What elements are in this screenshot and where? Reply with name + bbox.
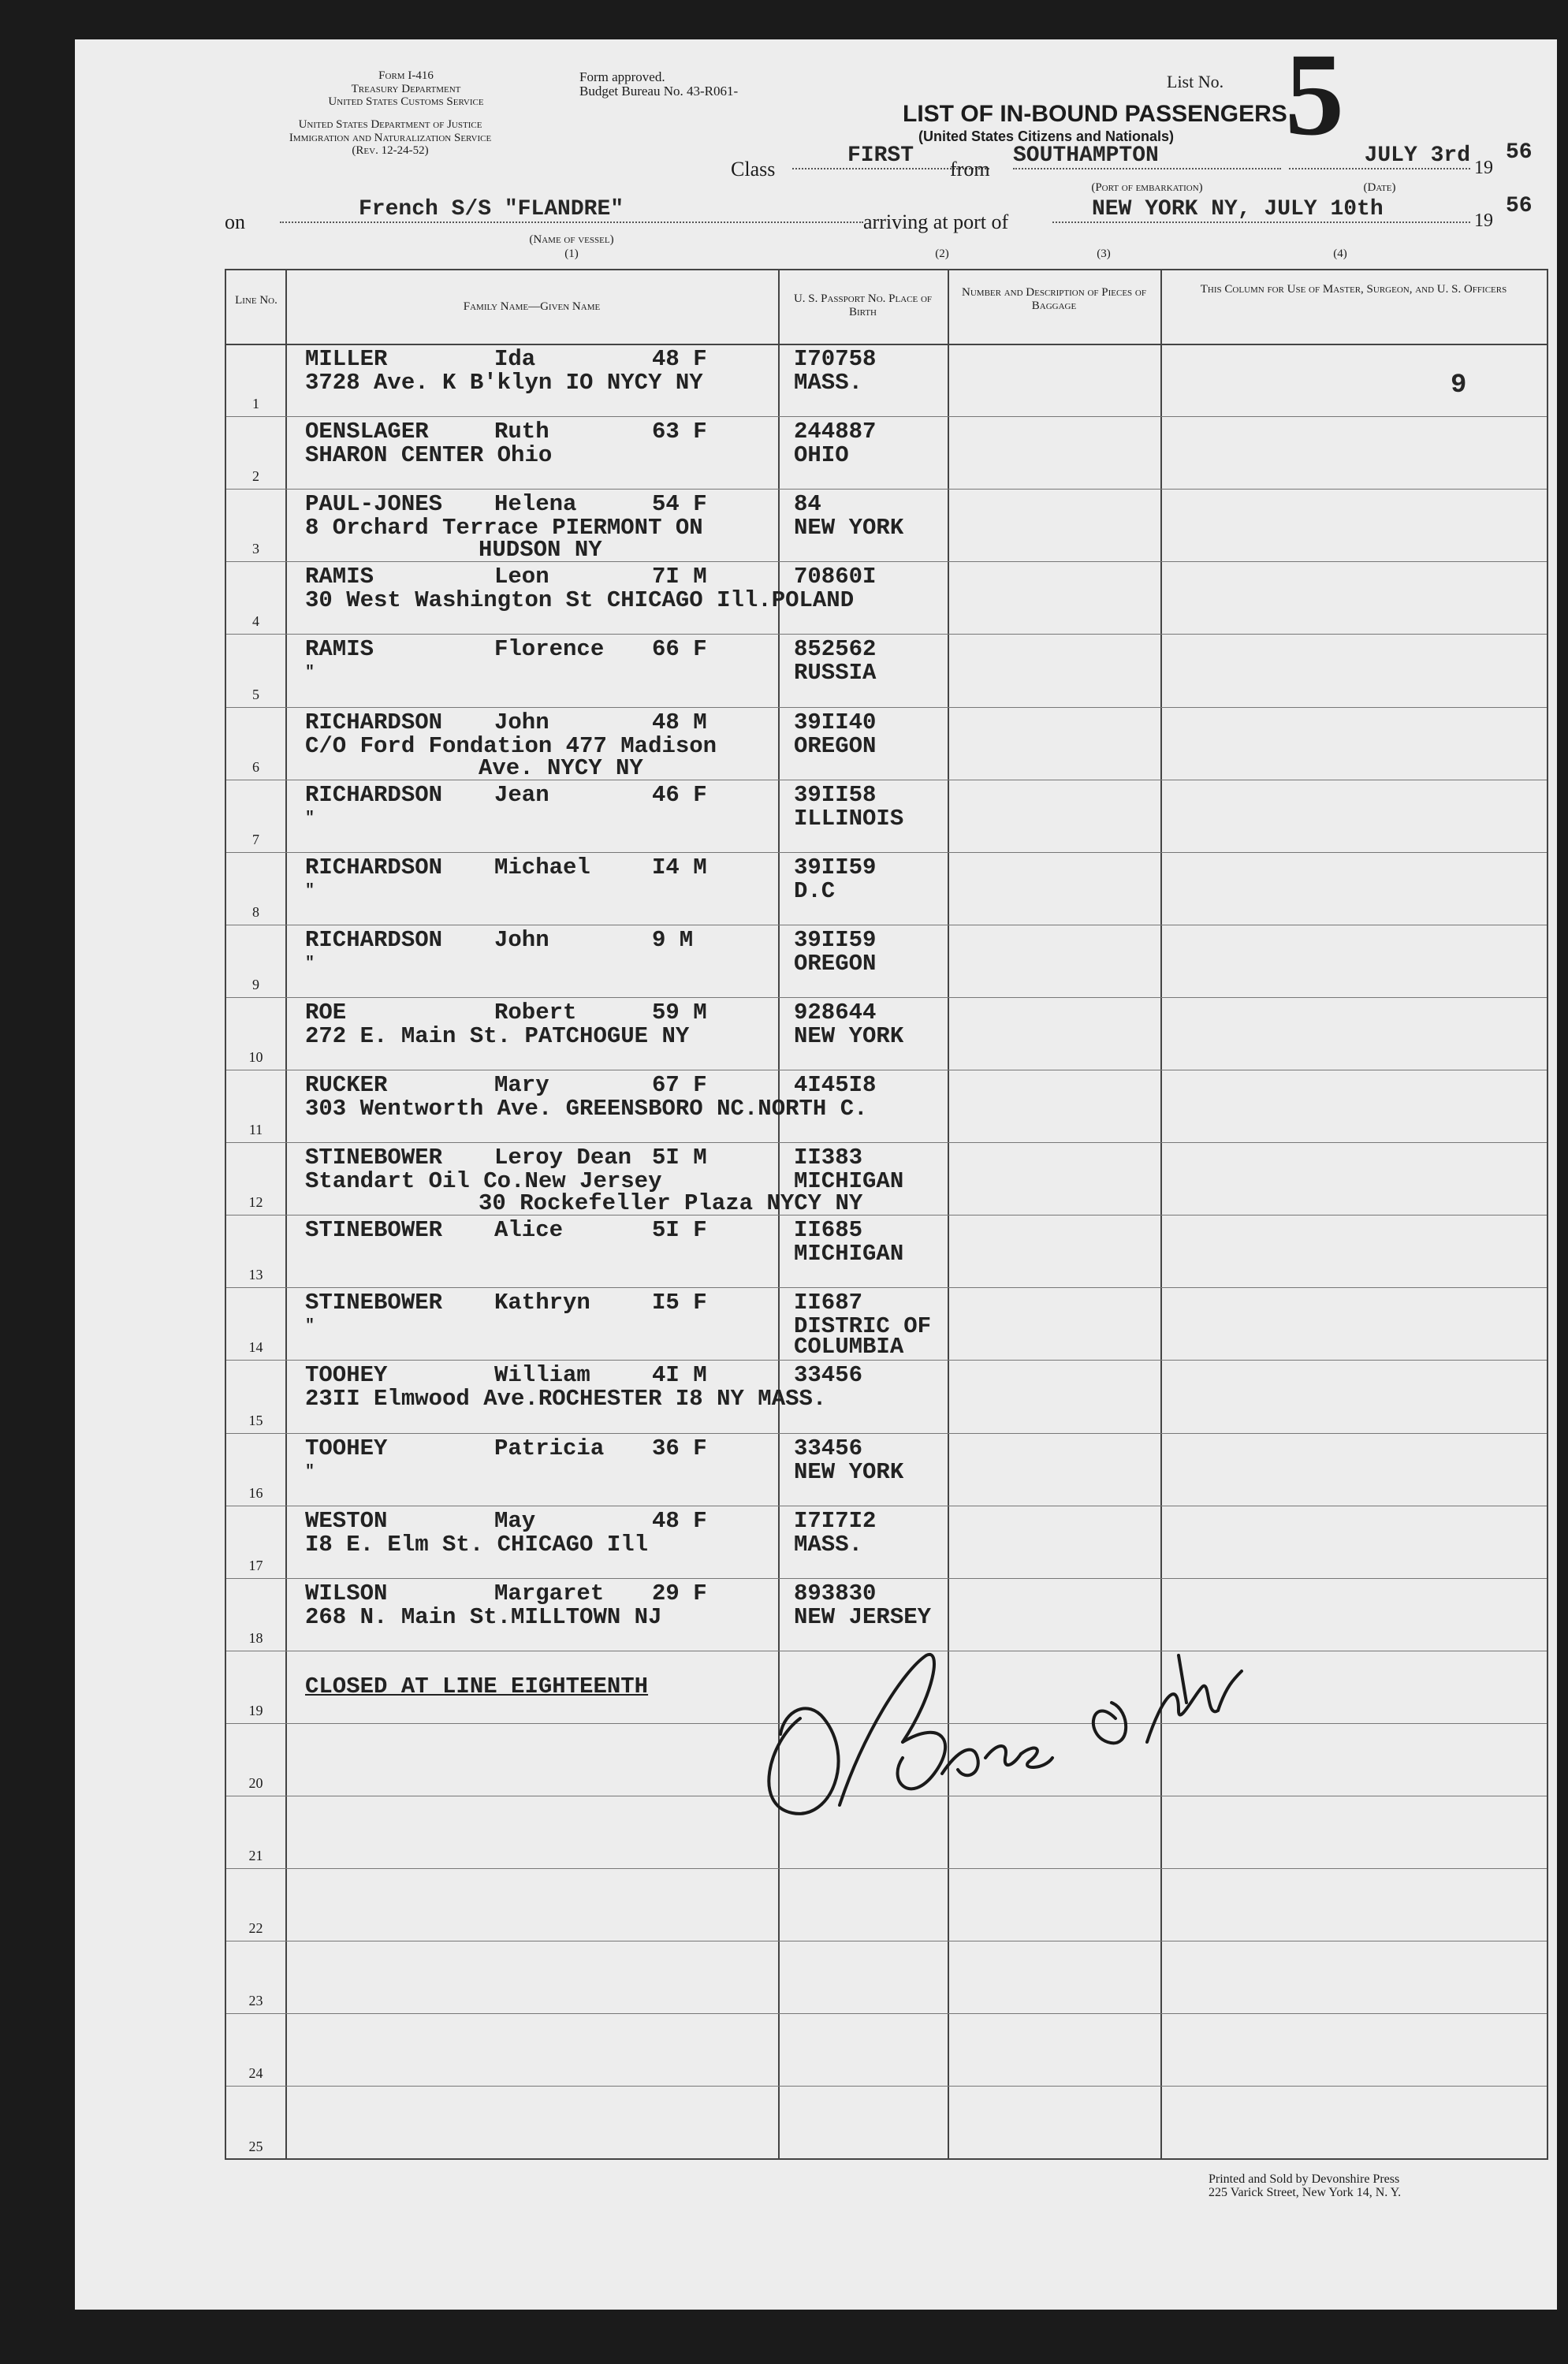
family-name: PAUL-JONES (305, 491, 443, 518)
date-value: JULY 3rd (1289, 143, 1470, 169)
given-name: Ida (494, 346, 536, 372)
line-number: 6 (252, 758, 259, 775)
row-divider (226, 852, 1547, 853)
row-divider (226, 1433, 1547, 1434)
age-sex: 54 F (652, 491, 707, 518)
col-ref-4: (4) (1333, 248, 1347, 260)
address: C/O Ford Fondation 477 Madison (305, 732, 717, 759)
age-sex: 7I M (652, 564, 707, 590)
col-header-line-no: Line No. (235, 294, 277, 307)
age-sex: 59 M (652, 999, 707, 1026)
age-sex: 5I F (652, 1217, 707, 1244)
col-ref-2: (2) (935, 248, 949, 260)
page-title: LIST OF IN-BOUND PASSENGERS (903, 101, 1287, 127)
passport-number: II383 (794, 1145, 863, 1171)
family-name: RICHARDSON (305, 709, 443, 735)
rev-date: (Rev. 12-24-52) (352, 144, 429, 157)
place-of-birth: MICHIGAN (794, 1168, 904, 1195)
address: 3728 Ave. K B'klyn IO NYCY NY (305, 370, 703, 396)
age-sex: 36 F (652, 1435, 707, 1461)
date-caption: (Date) (1363, 181, 1396, 194)
place-of-birth: MASS. (794, 1531, 863, 1558)
col-header-officers: This Column for Use of Master, Surgeon, and U. S. Officers (1200, 283, 1507, 296)
family-name: MILLER (305, 346, 388, 372)
given-name: John (494, 709, 549, 735)
printer-line-2: 225 Varick Street, New York 14, N. Y. (1209, 2186, 1402, 2199)
family-name: WESTON (305, 1507, 388, 1534)
place-of-birth: MASS. (794, 370, 863, 396)
line-number: 15 (248, 1412, 263, 1428)
family-name: RUCKER (305, 1072, 388, 1098)
passport-number: 893830 (794, 1580, 877, 1606)
address-2: Ave. NYCY NY (479, 754, 643, 781)
given-name: Margaret (494, 1580, 605, 1606)
doj: United States Department of Justice (298, 118, 482, 131)
line-number: 10 (248, 1049, 263, 1065)
address: 272 E. Main St. PATCHOGUE NY (305, 1022, 690, 1049)
col-header-baggage: Number and Description of Pieces of Baggage (962, 286, 1146, 312)
place-of-birth: DISTRIC OF (794, 1313, 932, 1340)
address: 23II Elmwood Ave.ROCHESTER I8 NY MASS. (305, 1386, 827, 1413)
given-name: Jean (494, 781, 549, 808)
line-number: 9 (252, 976, 259, 992)
given-name: John (494, 926, 549, 953)
line-number: 17 (248, 1557, 263, 1573)
passenger-manifest-page (75, 29, 1557, 2310)
closed-note: CLOSED AT LINE EIGHTEENTH (305, 1673, 649, 1699)
line-number: 13 (248, 1267, 263, 1283)
family-name: RICHARDSON (305, 854, 443, 880)
line-number: 19 (248, 1702, 263, 1718)
col-ref-1: (1) (564, 248, 579, 260)
line-number: 24 (248, 2065, 263, 2082)
place-of-birth: NEW YORK (794, 1022, 904, 1049)
vessel-caption: (Name of vessel) (529, 233, 614, 246)
given-name: Mary (494, 1072, 549, 1098)
address: 303 Wentworth Ave. GREENSBORO NC.NORTH C. (305, 1096, 868, 1122)
given-name: May (494, 1507, 536, 1534)
passport-number: II687 (794, 1290, 863, 1316)
officer-signature (706, 1624, 1305, 1860)
given-name: William (494, 1362, 590, 1389)
address: I8 E. Elm St. CHICAGO Ill (305, 1531, 649, 1558)
place-of-birth: OREGON (794, 950, 877, 977)
given-name: Robert (494, 999, 577, 1026)
age-sex: 29 F (652, 1580, 707, 1606)
place-of-birth: D.C (794, 877, 836, 904)
line-number: 25 (248, 2138, 263, 2154)
from-value: SOUTHAMPTON (1013, 143, 1281, 169)
address: 30 West Washington St CHICAGO Ill.POLAND (305, 587, 855, 614)
budget-bureau: Budget Bureau No. 43-R061- (579, 84, 739, 99)
age-sex: 63 F (652, 419, 707, 445)
family-name: WILSON (305, 1580, 388, 1606)
line-number: 11 (248, 1122, 263, 1138)
family-name: STINEBOWER (305, 1217, 443, 1244)
arriving-label: arriving at port of (863, 210, 1009, 233)
line-number: 18 (248, 1629, 263, 1646)
arrival-year: 56 (1506, 194, 1533, 218)
row-divider (226, 2086, 1547, 2087)
vessel-name: French S/S "FLANDRE" (280, 197, 863, 223)
passport-number: 4I45I8 (794, 1072, 877, 1098)
age-sex: I5 F (652, 1290, 707, 1316)
row-divider (226, 1142, 1547, 1143)
line-number: 8 (252, 903, 259, 920)
given-name: Patricia (494, 1435, 605, 1461)
passport-number: 33456 (794, 1362, 863, 1389)
place-of-birth-2: COLUMBIA (794, 1334, 904, 1361)
given-name: Ruth (494, 419, 549, 445)
family-name: RICHARDSON (305, 926, 443, 953)
place-of-birth: NEW YORK (794, 1458, 904, 1485)
passport-number: 33456 (794, 1435, 863, 1461)
age-sex: 4I M (652, 1362, 707, 1389)
family-name: STINEBOWER (305, 1290, 443, 1316)
row-divider (226, 1360, 1547, 1361)
age-sex: 48 F (652, 1507, 707, 1534)
passenger-table (225, 269, 1548, 2160)
family-name: RICHARDSON (305, 781, 443, 808)
address: 8 Orchard Terrace PIERMONT ON (305, 515, 703, 542)
line-number: 20 (248, 1775, 263, 1791)
family-name: STINEBOWER (305, 1145, 443, 1171)
printer-line-1: Printed and Sold by Devonshire Press (1209, 2172, 1400, 2186)
line-number: 21 (248, 1848, 263, 1864)
age-sex: 48 M (652, 709, 707, 735)
col-header-passport: U. S. Passport No. Place of Birth (793, 292, 933, 318)
passport-number: I70758 (794, 346, 877, 372)
given-name: Florence (494, 636, 605, 663)
list-label: List No. (1167, 72, 1224, 91)
family-name: RAMIS (305, 636, 374, 663)
passport-number: II685 (794, 1217, 863, 1244)
passport-number: I7I7I2 (794, 1507, 877, 1534)
place-of-birth: MICHIGAN (794, 1241, 904, 1268)
form-number: Form I-416 (378, 69, 434, 82)
class-label: Class (731, 158, 776, 181)
line-number: 23 (248, 1993, 263, 2009)
address: 268 N. Main St.MILLTOWN NJ (305, 1603, 662, 1630)
age-sex: 46 F (652, 781, 707, 808)
address: " (305, 809, 317, 828)
line-number: 2 (252, 468, 259, 485)
line-number: 22 (248, 1920, 263, 1937)
address: " (305, 664, 317, 683)
row-divider (226, 1578, 1547, 1579)
arrival-port: NEW YORK NY, JULY 10th (1052, 197, 1470, 223)
passport-number: 39II59 (794, 926, 877, 953)
row-divider (226, 416, 1547, 417)
given-name: Kathryn (494, 1290, 590, 1316)
given-name: Alice (494, 1217, 564, 1244)
age-sex: 9 M (652, 926, 694, 953)
line-number: 5 (252, 686, 259, 702)
treasury-dept: Treasury Department (351, 83, 461, 95)
place-of-birth: RUSSIA (794, 660, 877, 687)
line-number: 12 (248, 1194, 263, 1211)
family-name: ROE (305, 999, 347, 1026)
side-mark: 9 (1451, 370, 1467, 400)
arrival-prefix: 19 (1474, 210, 1493, 231)
family-name: RAMIS (305, 564, 374, 590)
given-name: Leon (494, 564, 549, 590)
address: " (305, 1462, 317, 1481)
embark-caption: (Port of embarkation) (1091, 181, 1203, 194)
row-divider (226, 1287, 1547, 1288)
line-number: 3 (252, 541, 259, 557)
row-divider (226, 2013, 1547, 2014)
given-name: Michael (494, 854, 590, 880)
passport-number: 39II40 (794, 709, 877, 735)
family-name: OENSLAGER (305, 419, 429, 445)
line-number: 16 (248, 1484, 263, 1501)
passport-number: 928644 (794, 999, 877, 1026)
address: " (305, 1317, 317, 1336)
passport-number: 84 (794, 491, 821, 518)
address: Standart Oil Co.New Jersey (305, 1168, 662, 1195)
place-of-birth: ILLINOIS (794, 805, 904, 832)
ins: Immigration and Naturalization Service (289, 132, 492, 144)
age-sex: 67 F (652, 1072, 707, 1098)
passport-number: 244887 (794, 419, 877, 445)
form-approved: Form approved. (579, 69, 665, 84)
passport-number: 39II59 (794, 854, 877, 880)
on-label: on (225, 210, 245, 233)
line-number: 7 (252, 831, 259, 847)
col-header-name: Family Name—Given Name (463, 300, 601, 313)
family-name: TOOHEY (305, 1362, 388, 1389)
col-ref-3: (3) (1097, 248, 1111, 260)
from-label: from (950, 158, 990, 181)
address: SHARON CENTER Ohio (305, 442, 553, 469)
place-of-birth: NEW YORK (794, 515, 904, 542)
row-divider (226, 489, 1547, 490)
line-number: 1 (252, 396, 259, 412)
place-of-birth: OHIO (794, 442, 849, 469)
given-name: Leroy Dean (494, 1145, 632, 1171)
place-of-birth: NEW JERSEY (794, 1603, 932, 1630)
list-number: 5 (1285, 29, 1344, 160)
row-divider (226, 1215, 1547, 1216)
age-sex: 66 F (652, 636, 707, 663)
row-divider (226, 707, 1547, 708)
age-sex: 48 F (652, 346, 707, 372)
address-2: HUDSON NY (479, 537, 602, 564)
address-2: 30 Rockefeller Plaza NYCY NY (479, 1190, 863, 1217)
row-divider (226, 997, 1547, 998)
given-name: Helena (494, 491, 577, 518)
row-divider (226, 561, 1547, 562)
family-name: TOOHEY (305, 1435, 388, 1461)
age-sex: I4 M (652, 854, 707, 880)
passport-number: 70860I (794, 564, 877, 590)
date-prefix: 19 (1474, 158, 1493, 178)
class-value: FIRST (792, 143, 989, 169)
address: " (305, 954, 317, 973)
customs-service: United States Customs Service (328, 95, 484, 108)
address: " (305, 881, 317, 900)
passport-number: 39II58 (794, 781, 877, 808)
passport-number: 852562 (794, 636, 877, 663)
row-divider (226, 1868, 1547, 1869)
age-sex: 5I M (652, 1145, 707, 1171)
page-subtitle: (United States Citizens and Nationals) (918, 128, 1175, 144)
place-of-birth: OREGON (794, 732, 877, 759)
date-year: 56 (1506, 140, 1533, 165)
line-number: 4 (252, 613, 259, 630)
line-number: 14 (248, 1339, 263, 1356)
row-divider (226, 634, 1547, 635)
